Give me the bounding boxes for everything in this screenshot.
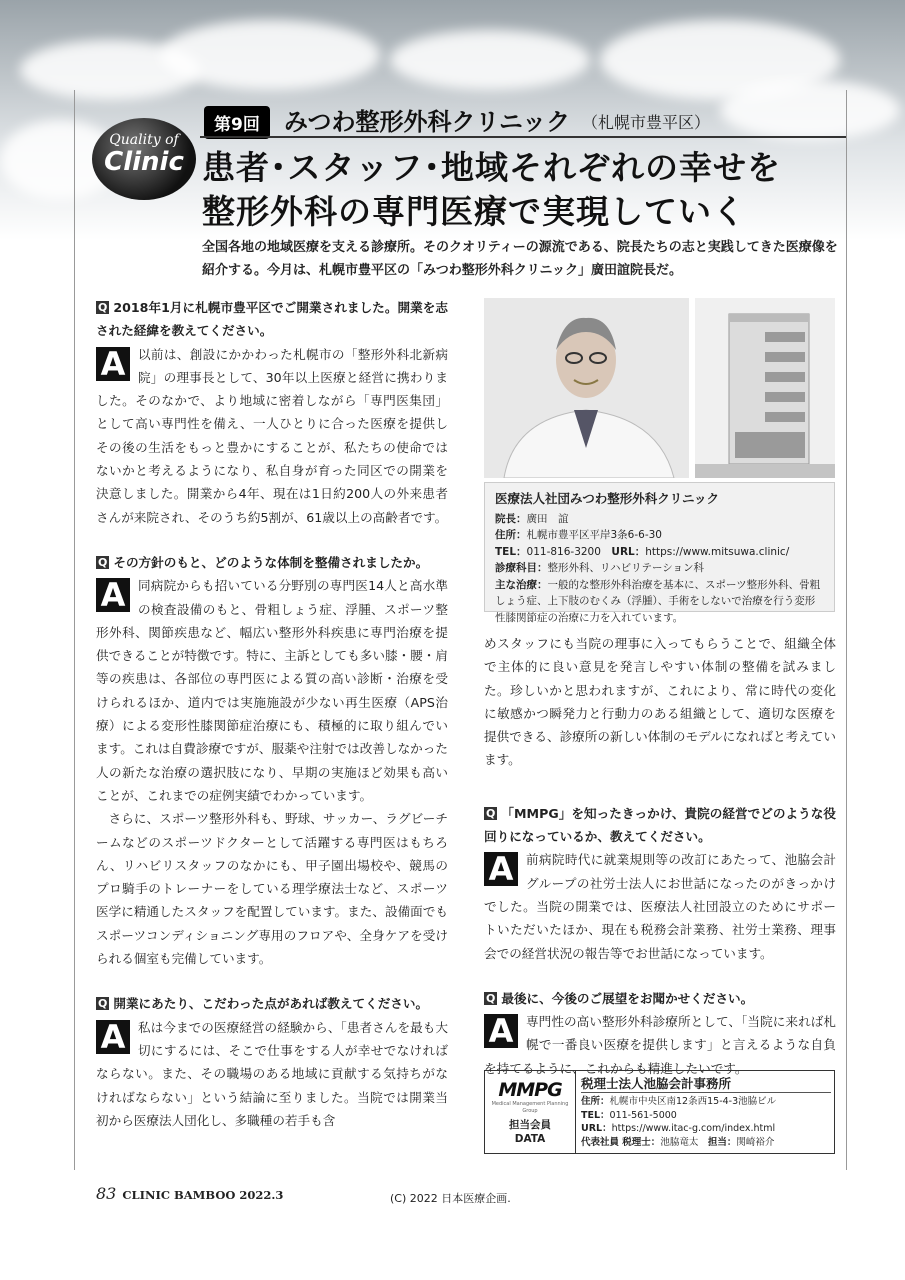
director-photo-illustration [484,298,689,478]
article-column-right [484,632,836,1080]
frame-left-rule [74,90,75,1170]
answer-1 [96,343,448,529]
clinic-info-title: 医療法人社団みつわ整形外科クリニック [495,491,720,506]
answer-4 [484,848,836,964]
question-text: 2018年1月に札幌市豊平区でご開業されました。開業を志された経緯を教えてください。 [96,300,448,339]
magazine-name: CLINIC BAMBOO 2022.3 [122,1188,284,1202]
firm-url-row [581,1122,831,1136]
url-label: URL： [611,545,646,558]
frame-right-rule [846,90,847,1170]
firm-tel-row [581,1109,831,1123]
clinic-contact-row [495,544,824,561]
answer-text: 以前は、創設にかかわった札幌市の「整形外科北新病院」の理事長として、30年以上医療と経営に携わりました。そのなかで、より地域に密着しながら「専門医集団」として高い専門性を備え、一人ひとりに合った医療を提供しその後の生活をもっと豊かにすることが、私たちの使命ではないかと考えるようになり、私自身が育った同区での開業を決意しました。開業から4年、現在は1日約200人の外来患者さんが来院され、そのうち約5割が、61歳以上の高齢者です。 [96,346,448,525]
firm-address-row [581,1095,831,1109]
answer-text: 同病院からも招いている分野別の専門医14人と高水準の検査設備のもと、骨粗しょう症、浮腫、スポーツ整形外科、関節疾患など、幅広い整形外科疾患に専門治療を提供できることが特徴です。特に、主訴としても多い膝・腰・肩等の疾患は、各部位の専門医による質の高い診断・治療を受けられるほか、道内では実施施設が少ない再生医療（APS治療）による変形性膝関節症治療にも、積極的に取り組んでいます。これは自費診療ですが、服薬や注射では改善しなかった人の新たな治療の選択肢になり、早期の実施ほど効果も高いことが、これまでの症例実績でわかっています。 [96,578,448,803]
quality-of-clinic-badge [92,118,196,200]
copyright: (C) 2022 日本医療企画. [390,1192,511,1205]
address-value: 札幌市豊平区平岸3条6-6-30 [526,529,662,541]
question-text: その方針のもと、どのような体制を整備されましたか。 [113,554,429,570]
answer-3-continued: めスタッフにも当院の理事に入ってもらうことで、組織全体で主体的に良い意見を発言しやすい体制の整備を試みました。珍しいかと思われますが、これにより、常に時代の変化に敏感かつ瞬発力と行動力のある組織として、適切な医療を提供できる、診療所の新しい体制のモデルになればと考えています。 [484,636,836,768]
data-box-label-area [485,1071,576,1153]
badge-line1: Quality of [109,132,179,148]
clinic-address-row [495,527,824,544]
tel-label: TEL： [495,545,527,558]
answer-text-continued: さらに、スポーツ整形外科も、野球、サッカー、ラグビーチームなどのスポーツドクターとして活躍する専門医はもちろん、リハビリスタッフのなかにも、甲子園出場校や、競馬のプロ騎手のトレーナーをしている理学療法士など、スポーツ医学に精通したスタッフを配置しています。また、設備面でもスポーツコンディショニング専用のフロアや、全身ケアを受けられる個室も完備しています。 [96,811,448,967]
data-label-line1: 担当会員 [509,1119,551,1131]
director-label: 院長： [495,512,527,525]
firm-url-value: https://www.itac-g.com/index.html [611,1123,776,1134]
mmpg-logo: MMPG [498,1079,562,1101]
clinic-building-illustration [695,298,835,478]
question-text: 「MMPG」を知ったきっかけ、貴院の経営でどのような役回りになっているか、教えてください。 [484,805,836,845]
q-mark: Q [98,301,108,314]
firm-contact-value: 関崎裕介 [736,1136,775,1148]
question-text: 最後に、今後のご展望をお聞かせください。 [501,990,754,1006]
clinic-director-row [495,511,824,528]
a-mark: A [96,1020,130,1054]
answer-text: 前病院時代に就業規則等の改訂にあたって、池脇会計グループの社労士法人にお世話になったのがきっかけでした。当院の開業では、医療法人社団設立のためにサポートいただいたほか、現在も税務会計業務、社労士業務、理事会での経営状況の報告等でお世話になっています。 [484,852,836,961]
a-mark: A [484,852,518,886]
firm-contact-label: 担当： [707,1136,737,1148]
a-mark: A [96,578,130,612]
issue-number: 第9回 [204,106,270,139]
question-5 [484,987,836,1010]
answer-text: 私は今までの医療経営の経験から、「患者さんを最も大切にするには、そこで仕事をする人が幸せでなければならない。また、その職場のある地域に貢献する気持ちがなければならない」という結論に至りました。当院では開業当初から医療法人団化し、多職種の若手も含 [96,1019,448,1128]
article-column-left [96,296,448,1132]
question-4 [484,802,836,849]
question-text: 開業にあたり、こだわった点があれば教えてください。 [113,996,429,1012]
firm-tel-value: 011-561-5000 [609,1109,677,1121]
answer-2 [96,574,448,970]
clinic-area: （札幌市豊平区） [582,113,711,132]
q-mark: Q [98,997,108,1011]
mmpg-logo-subtitle: Medical Management Planning Group [491,1101,569,1114]
title-rule [200,136,846,138]
address-label: 住所： [495,529,527,541]
question-1 [96,296,448,343]
dept-value: 整形外科、リハビリテーション科 [547,562,705,574]
page-footer [96,1184,283,1203]
page-number: 83 [96,1184,117,1203]
lead-paragraph: 全国各地の地域医療を支える診療所。そのクオリティーの源流である、院長たちの志と実践してきた医療像を紹介する。今月は、札幌市豊平区の「みつわ整形外科クリニック」廣田誼院長だ。 [202,240,838,278]
a-mark: A [484,1014,518,1048]
q-mark: Q [486,806,496,820]
url-value: https://www.mitsuwa.clinic/ [645,545,790,558]
clinic-treat-row [495,577,824,627]
firm-url-label: URL： [581,1123,612,1134]
firm-tel-label: TEL： [581,1109,610,1121]
firm-address-label: 住所： [581,1096,610,1107]
answer-3 [96,1016,448,1132]
clinic-info-box [484,482,835,624]
data-box-details [581,1075,831,1149]
firm-rep-row [581,1136,831,1150]
clinic-dept-row [495,560,824,577]
question-2 [96,551,448,574]
headline [202,146,842,234]
director-value: 廣田 誼 [526,512,569,525]
q-mark: Q [98,555,108,569]
tel-value: 011-816-3200 [526,545,601,558]
director-photo [484,298,689,478]
member-data-box [484,1070,835,1154]
firm-rep-label: 代表社員 税理士： [581,1136,661,1148]
firm-address-value: 札幌市中央区南12条西15-4-3池脇ビル [609,1096,777,1107]
firm-name: 税理士法人池脇会計事務所 [581,1075,831,1093]
badge-line2: Clinic [104,147,184,177]
answer-text: 専門性の高い整形外科診療所として、「当院に来れば札幌で一番良い医療を提供します」と言えるような自負を持てるように、これからも精進したいです。 [484,1014,836,1076]
firm-rep-value: 池脇竜太 [660,1136,699,1148]
clinic-building-photo [695,298,835,478]
treat-value: 一般的な整形外科治療を基本に、スポーツ整形外科、骨粗しょう症、上下肢のむくみ（浮腫）、手術をしないで治療を行う変形性膝関節症の治療に力を入れています。 [495,578,821,624]
headline-line2: 整形外科の専門医療で実現していく [202,192,746,231]
question-3 [96,992,448,1015]
clinic-name: みつわ整形外科クリニック [284,108,571,136]
a-mark: A [96,347,130,381]
headline-line1: 患者･スタッフ･地域それぞれの幸せを [202,148,781,187]
treat-label: 主な治療： [495,578,548,591]
dept-label: 診療科目： [495,562,548,574]
q-mark: Q [486,991,496,1005]
data-label-line2: DATA [514,1133,546,1145]
